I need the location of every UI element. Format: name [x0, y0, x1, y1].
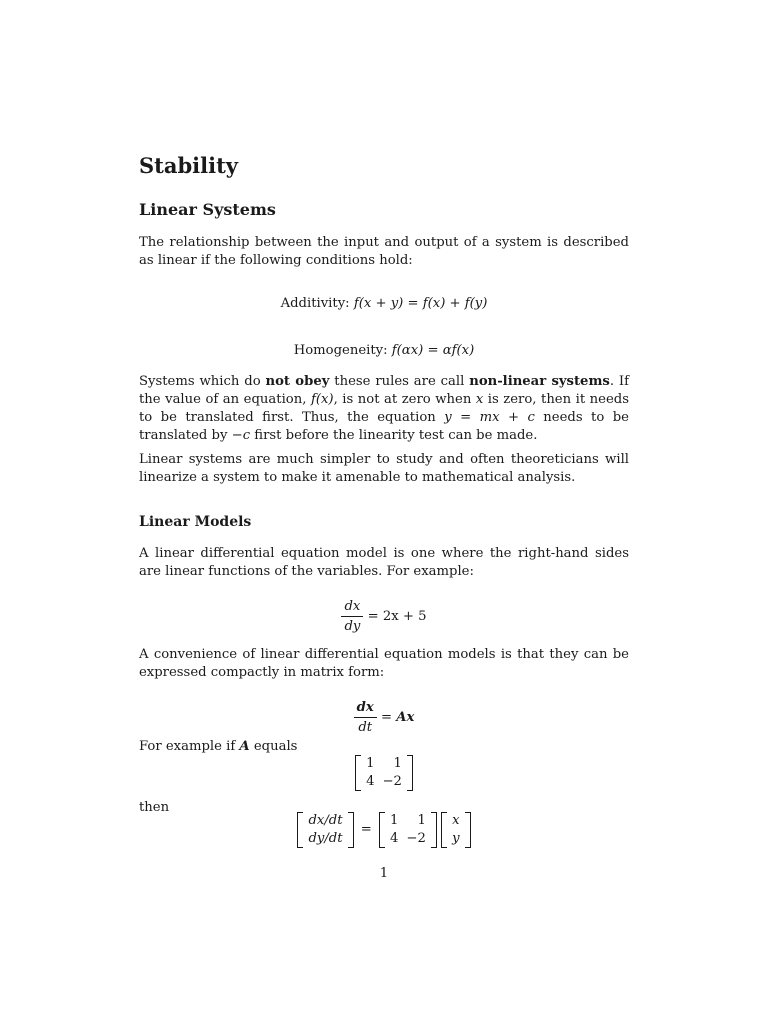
equation-system-matrix [139, 812, 629, 848]
matrix-cell: 4 [390, 831, 399, 846]
page-number: 1 [379, 866, 389, 881]
additivity-formula: f(x + y) = f(x) + f(y) [353, 296, 488, 311]
inline-math-minus-c: −c [231, 428, 251, 443]
fraction-denominator: dy [344, 619, 361, 634]
equation-rhs: Ax [396, 710, 415, 725]
equation-matrix-form [139, 699, 629, 736]
inline-math-fx: f(x) [310, 392, 334, 407]
text-run: For example if [139, 739, 240, 754]
vector-entry: dx/dt [308, 813, 343, 828]
paragraph-matrix-form: A convenience of linear differential equation models is that they can be expressed compactly in matrix form: [139, 647, 629, 680]
text-run: these rules are call [329, 374, 470, 389]
emphasis-not-obey: not obey [265, 374, 330, 389]
text-run: first before the linearity test can be made. [250, 428, 538, 443]
inline-math-line-equation: y = mx + c [444, 410, 535, 425]
paragraph-linearize: Linear systems are much simpler to study and often theoreticians will linearize a system to make it amenable to mathematical analysis. [139, 452, 629, 485]
additivity-label: Additivity: [280, 296, 350, 311]
paragraph-example-A [139, 738, 629, 756]
fraction-denominator: dt [358, 720, 373, 735]
vector-entry: x [452, 813, 460, 828]
text-run: is zero, then it needs to be translated first. Thus, the equation [139, 392, 629, 425]
matrix-cell: −2 [382, 774, 402, 789]
fraction-numerator: dx [354, 699, 377, 718]
matrix-cell: 1 [390, 813, 399, 828]
homogeneity-label: Homogeneity: [293, 343, 388, 358]
text-run: , is not at zero when [333, 392, 476, 407]
equation-additivity [139, 295, 629, 313]
section-heading-linear-models: Linear Models [139, 514, 252, 530]
paragraph-linearity-intro: The relationship between the input and output of a system is described as linear if the following conditions hold: [139, 235, 629, 268]
vector-entry: dy/dt [308, 831, 343, 846]
matrix-cell: 4 [366, 774, 375, 789]
equals-sign: = [380, 710, 393, 725]
equation-dx-dy [139, 598, 629, 635]
inline-math-x: x [475, 392, 484, 407]
emphasis-non-linear-systems: non-linear systems [469, 374, 610, 389]
paragraph-linear-model-def: A linear differential equation model is one where the right-hand sides are linear functions of the variables. For example: [139, 546, 629, 579]
matrix-symbol-A: A [239, 739, 250, 754]
equation-rhs: = 2x + 5 [367, 609, 427, 624]
equals-sign: = [360, 822, 372, 837]
vector-entry: y [452, 831, 460, 846]
paragraph-non-linear [139, 373, 629, 445]
equation-homogeneity [139, 342, 629, 360]
section-heading-linear-systems: Linear Systems [139, 200, 276, 219]
text-run: . If the value of an equation, [139, 374, 629, 407]
rhs-vector [441, 812, 470, 848]
text-run: Systems which do [139, 374, 266, 389]
fraction-numerator: dx [341, 598, 363, 617]
matrix-cell: 1 [393, 756, 402, 771]
matrix-A-display [139, 755, 629, 791]
matrix-A-inline [379, 812, 437, 848]
page-title: Stability [139, 153, 238, 178]
matrix-cell: 1 [366, 756, 375, 771]
word-then: then [139, 800, 170, 815]
text-run: equals [249, 739, 298, 754]
text-run: needs to be translated by [139, 410, 629, 443]
fraction-dx-dy [341, 598, 363, 635]
homogeneity-formula: f(αx) = αf(x) [391, 343, 475, 358]
fraction-dx-dt [354, 699, 377, 736]
matrix-cell: −2 [406, 831, 426, 846]
matrix-cell: 1 [417, 813, 426, 828]
lhs-vector [297, 812, 353, 848]
matrix-A [355, 755, 413, 791]
